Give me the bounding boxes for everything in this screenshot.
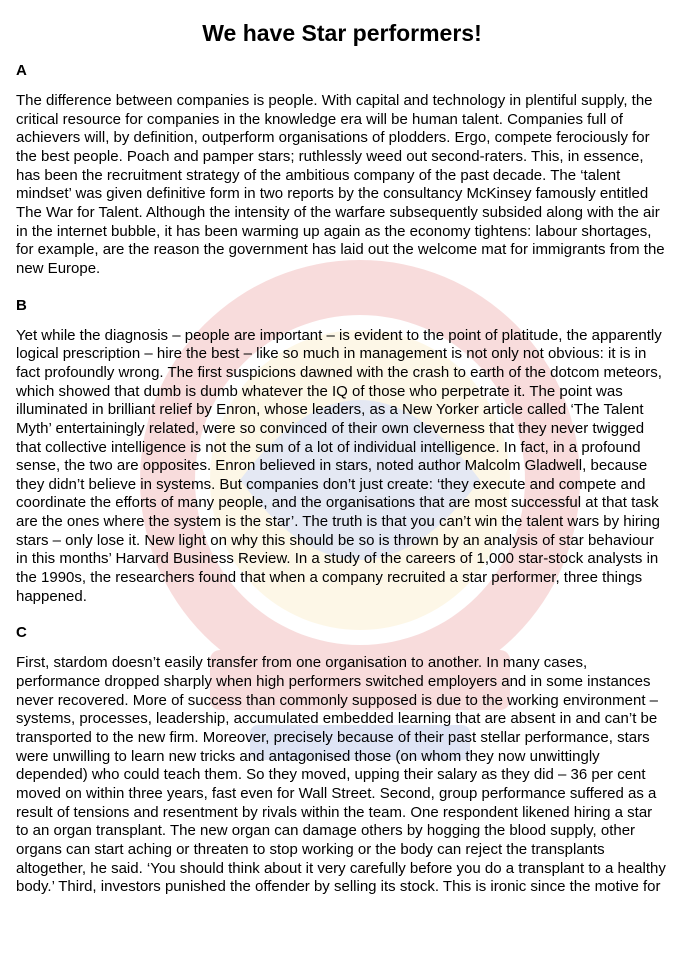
section-c — [16, 624, 668, 897]
section-letter: A — [16, 62, 27, 79]
document-title: We have Star performers! — [202, 20, 482, 46]
section-letter: C — [16, 624, 27, 642]
section-letter: B — [16, 296, 27, 314]
section-paragraph: The difference between companies is people. With capital and technology in plentiful supply, the critical resource for companies in the knowledge era will be human talent. Companies full of achievers will, by definition, outperform organisations of plodders. Ergo, compete ferociously for the best people. Poach and pamper stars; ruthlessly weed out second-raters. This, in essence, has been the recruitment strategy of the ambitious company of the past decade. The ‘talent mindset’ was given definitive form in two reports by the consultancy McKinsey famously entitled The War for Talent. Although the intensity of the warfare subsequently subsided along with the air in the internet bubble, it has been warming up again as the economy tightens: labour shortages, for example, are the reason the government has laid out the welcome mat for immigrants from the new Europe. — [16, 92, 665, 277]
section-b — [16, 297, 668, 607]
section-paragraph: Yet while the diagnosis – people are important – is evident to the point of platitude, the apparently logical prescription – hire the best – like so much in management is not only not obvious: it is in fact profoundly wrong. The first suspicions dawned with the crash to earth of the dotcom meteors, which showed that dumb is dumb whatever the IQ of those who perpetrate it. The point was illuminated in brilliant relief by Enron, whose leaders, as a New Yorker article called ‘The Talent Myth’ entertainingly related, were so convinced of their own cleverness that they never twigged that collective intelligence is not the sum of a lot of individual intelligence. In fact, in a profound sense, the two are opposites. Enron believed in stars, noted author Malcolm Gladwell, because they didn’t believe in systems. But companies don’t just create: ‘they execute and compete and coordinate the efforts of many people, and the organisations that are most successful at that task are the ones where the system is the star’. The truth is that you can’t win the talent wars by hiring stars – only lose it. New light on why this should be so is thrown by an analysis of star behaviour in this months’ Harvard Business Review. In a study of the careers of 1,000 star-stock analysts in the 1990s, the researchers found that when a company recruited a star performer, three things happened. — [16, 326, 662, 605]
section-paragraph: First, stardom doesn’t easily transfer from one organisation to another. In many cases, performance dropped sharply when high performers switched employers and in some instances never recovered. More of success than commonly supposed is due to the working environment – systems, processes, leadership, accumulated embedded learning that are absent in and can’t be transported to the new firm. Moreover, precisely because of their past stellar performance, stars were unwilling to learn new tricks and antagonised those (on whom they now unwittingly depended) who could teach them. So they moved, upping their salary as they did – 36 per cent moved on within three years, fast even for Wall Street. Second, group performance suffered as a result of tensions and resentment by rivals within the team. One respondent likened hiring a star to an organ transplant. The new organ can damage others by hogging the blood supply, other organs can start aching or threaten to stop working or the body can reject the transplants altogether, he said. ‘You should think about it very carefully before you do a transplant to a healthy body.’ Third, investors punished the offender by selling its stock. This is ironic since the motive for — [16, 654, 666, 896]
section-a — [16, 62, 668, 279]
